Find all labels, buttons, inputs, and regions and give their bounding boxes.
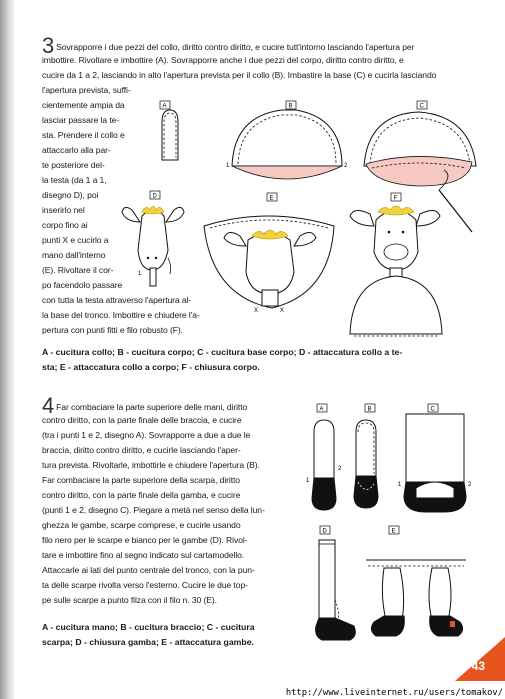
fig4-e-legs-attached <box>366 526 466 636</box>
svg-text:2: 2 <box>338 466 342 472</box>
step3-line-2: cucire da 1 a 2, lasciando in alto l'apertura prevista per il collo (B). Imbastire la base (C) e cucirla lasciando <box>42 70 437 80</box>
fig4-c-label: C <box>430 406 435 413</box>
svg-text:1: 1 <box>226 163 230 169</box>
page <box>14 0 505 699</box>
svg-text:X: X <box>280 308 285 314</box>
fig4-a-hand <box>306 404 342 510</box>
fig4-d-leg <box>316 526 356 640</box>
fig3-d-label: D <box>152 193 157 200</box>
step3-line-12: corpo fino ai <box>42 220 88 230</box>
step3-line-1: imbottire. Rivoltare e imbottire (A). Sovrapporre anche i due pezzi del corpo, diritto contro diritto, e <box>42 55 404 65</box>
step4-line-9: filo nero per le scarpe e bianco per le gambe (D). Rivol- <box>42 535 248 545</box>
step3-line-9: la testa (da 1 a 1, <box>42 175 107 185</box>
fig3-e-label: E <box>269 195 274 202</box>
svg-text:2: 2 <box>468 482 472 488</box>
step3-caption-line-1: sta; E - attaccatura collo a corpo; F - chiusura corpo. <box>42 362 260 372</box>
svg-text:X: X <box>254 308 259 314</box>
svg-text:2: 2 <box>344 163 348 169</box>
step3-caption-line-0: A - cucitura collo; B - cucitura corpo; C - cucitura base corpo; D - attaccatura collo a te- <box>42 347 403 357</box>
fig3-d-head <box>122 191 184 286</box>
step4-caption-line-1: scarpa; D - chiusura gamba; E - attaccatura gambe. <box>42 637 254 647</box>
step3-line-18: la base del tronco. Imbottire e chiudere l'a- <box>42 310 200 320</box>
illustrations <box>14 0 505 699</box>
step4-caption-line-0: A - cucitura mano; B - cucitura braccio; C - cucitura <box>42 622 255 632</box>
step3-line-19: pertura con punti fitti e filo robusto (F). <box>42 325 183 335</box>
step3-line-11: inserirlo nel <box>42 205 85 215</box>
step4-line-1: contro diritto, con la parte finale delle braccia, e cucire <box>42 415 242 425</box>
step4-line-2: (tra i punti 1 e 2, disegno A). Sovrapporre a due a due le <box>42 430 251 440</box>
step3-line-5: lasciar passare la te- <box>42 115 120 125</box>
step3-line-16: po facendolo passare <box>42 280 123 290</box>
step3-line-4: cientemente ampia da <box>42 100 125 110</box>
fig4-b-label: B <box>367 406 372 413</box>
step4-line-11: Attaccarle ai lati del punto centrale del tronco, con la pun- <box>42 565 255 575</box>
step3-number: 3 <box>42 33 55 58</box>
step4-line-5: Far combaciare la parte superiore della scarpa, diritto <box>42 475 240 485</box>
step4-line-12: ta delle scarpe rivolta verso l'esterno. Cucire le due top- <box>42 580 248 590</box>
svg-text:1: 1 <box>138 271 142 277</box>
fig3-b-label: B <box>288 103 293 110</box>
step4-line-7: (punti 1 e 2, disegno C). Piegare a metà nel senso della lun- <box>42 505 265 515</box>
step3-line-8: te posteriore del- <box>42 160 105 170</box>
fig3-e-head-into-body <box>204 193 334 314</box>
svg-text:1: 1 <box>306 478 310 484</box>
fig4-b-arm <box>354 404 378 508</box>
step4-line-0: Far combaciare la parte superiore delle mani, diritto <box>56 402 248 412</box>
fig4-c-leg <box>398 404 472 512</box>
fig4-a-label: A <box>319 406 324 413</box>
step3-line-15: (E). Rivoltare il cor- <box>42 265 114 275</box>
step3-line-7: attaccarlo alla par- <box>42 145 111 155</box>
step4-line-8: ghezza le gambe, scarpe comprese, e cucirle usando <box>42 520 241 530</box>
step4-line-6: contro diritto, con la parte finale della gamba, e cucire <box>42 490 241 500</box>
footer-url[interactable]: http://www.liveinternet.ru/users/tomakov/ <box>285 688 503 698</box>
fig4-d-label: D <box>322 528 327 535</box>
step3-line-10: disegno D), poi <box>42 190 99 200</box>
fig4-e-label: E <box>391 528 396 535</box>
step4-line-4: tura prevista. Rivoltarle, imbottirle e chiudere l'apertura (B). <box>42 460 260 470</box>
step4-number: 4 <box>42 393 55 418</box>
step3-line-3: l'apertura prevista, suffi- <box>42 85 131 95</box>
step3-line-6: sta. Prendere il collo e <box>42 130 125 140</box>
step4-line-13: pe sulle scarpe a punto filza con il filo n. 30 (E). <box>42 595 217 605</box>
step3-line-13: punti X e cucirlo a <box>42 235 109 245</box>
fig3-c-label: C <box>419 103 424 110</box>
step3-line-14: mano dall'interno <box>42 250 106 260</box>
fig3-a-label: A <box>162 103 167 110</box>
book-binding-shadow <box>0 0 14 699</box>
page-number: 43 <box>471 659 485 673</box>
fig3-f-label: F <box>393 195 398 202</box>
fig3-a-neck <box>160 101 178 160</box>
step3-line-17: con tutta la testa attraverso l'apertura al- <box>42 295 192 305</box>
step4-line-3: braccia, diritto contro diritto, e cucirle lasciando l'aper- <box>42 445 241 455</box>
step3-line-0: Sovrapporre i due pezzi del collo, diritto contro diritto, e cucire tutt'intorno lasciando l'apertura per <box>56 42 415 52</box>
fig3-f-torso <box>350 193 442 336</box>
svg-text:1: 1 <box>398 482 402 488</box>
fig3-b-body <box>226 101 348 179</box>
step4-line-10: tare e imbottire fino al segno indicato sul cartamodello. <box>42 550 245 560</box>
